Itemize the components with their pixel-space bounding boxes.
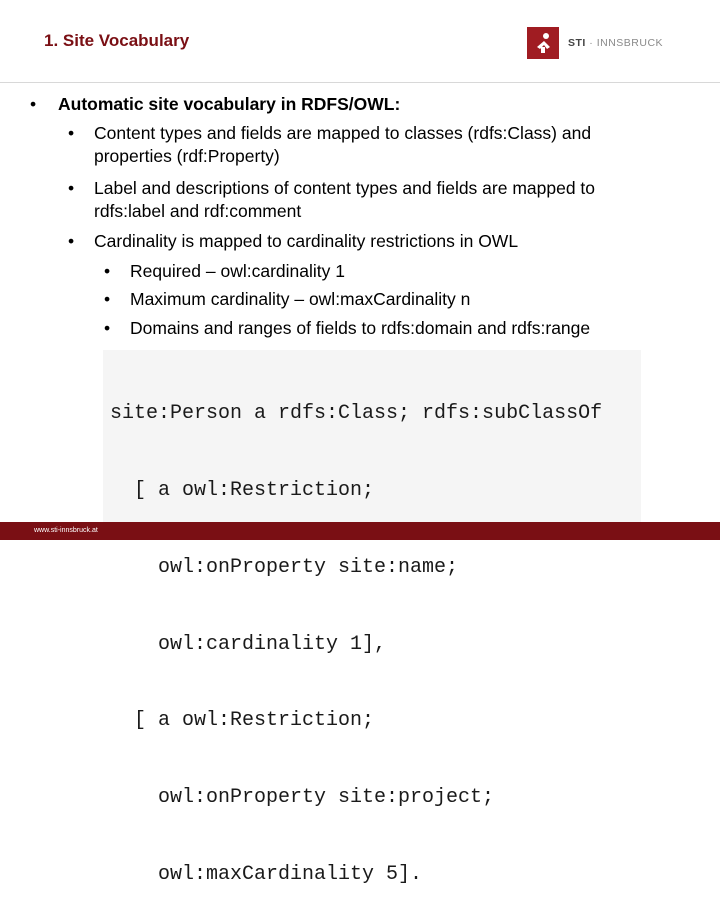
bullet-marker: • xyxy=(68,123,75,143)
footer-bar xyxy=(0,522,720,540)
code-example xyxy=(110,350,602,913)
bullet-item-continuation: properties (rdf:Property) xyxy=(94,146,280,166)
bullet-item-level2: Cardinality is mapped to cardinality restrictions in OWL xyxy=(94,231,519,251)
code-line: owl:maxCardinality 5]. xyxy=(110,862,423,886)
logo-separator: · xyxy=(589,37,594,49)
bullet-item-level3: Domains and ranges of fields to rdfs:domain and rdfs:range xyxy=(130,318,591,338)
header-divider xyxy=(0,82,720,83)
sti-innsbruck-logo xyxy=(527,27,663,59)
bullet-marker: • xyxy=(68,231,75,251)
code-line: [ a owl:Restriction; xyxy=(110,709,375,733)
bullet-marker: • xyxy=(104,318,111,338)
footer-url: www.sti-innsbruck.at xyxy=(34,527,98,534)
bullet-marker: • xyxy=(104,261,111,281)
bullet-item-level3: Required – owl:cardinality 1 xyxy=(130,261,345,281)
bullet-item-level2: Content types and fields are mapped to classes (rdfs:Class) and xyxy=(94,123,592,143)
code-line: [ a owl:Restriction; xyxy=(110,478,375,502)
bullet-item-continuation: rdfs:label and rdf:comment xyxy=(94,201,302,221)
code-line: owl:cardinality 1], xyxy=(110,632,387,656)
code-line: site:Person a rdfs:Class; rdfs:subClassOf xyxy=(110,402,603,426)
logo-city: INNSBRUCK xyxy=(596,37,664,49)
logo-brand: STI xyxy=(568,37,586,49)
bullet-marker: • xyxy=(104,289,111,309)
code-line: owl:onProperty site:project; xyxy=(110,786,495,810)
sti-logo-mark-icon xyxy=(527,27,559,59)
code-line: owl:onProperty site:name; xyxy=(110,555,459,579)
bullet-marker: • xyxy=(30,94,37,114)
logo-text xyxy=(568,37,663,49)
bullet-item-level1: Automatic site vocabulary in RDFS/OWL: xyxy=(58,94,401,114)
bullet-marker: • xyxy=(68,178,75,198)
bullet-item-level3: Maximum cardinality – owl:maxCardinality n xyxy=(130,289,471,309)
slide-title: 1. Site Vocabulary xyxy=(44,31,190,50)
bullet-item-level2: Label and descriptions of content types and fields are mapped to xyxy=(94,178,596,198)
